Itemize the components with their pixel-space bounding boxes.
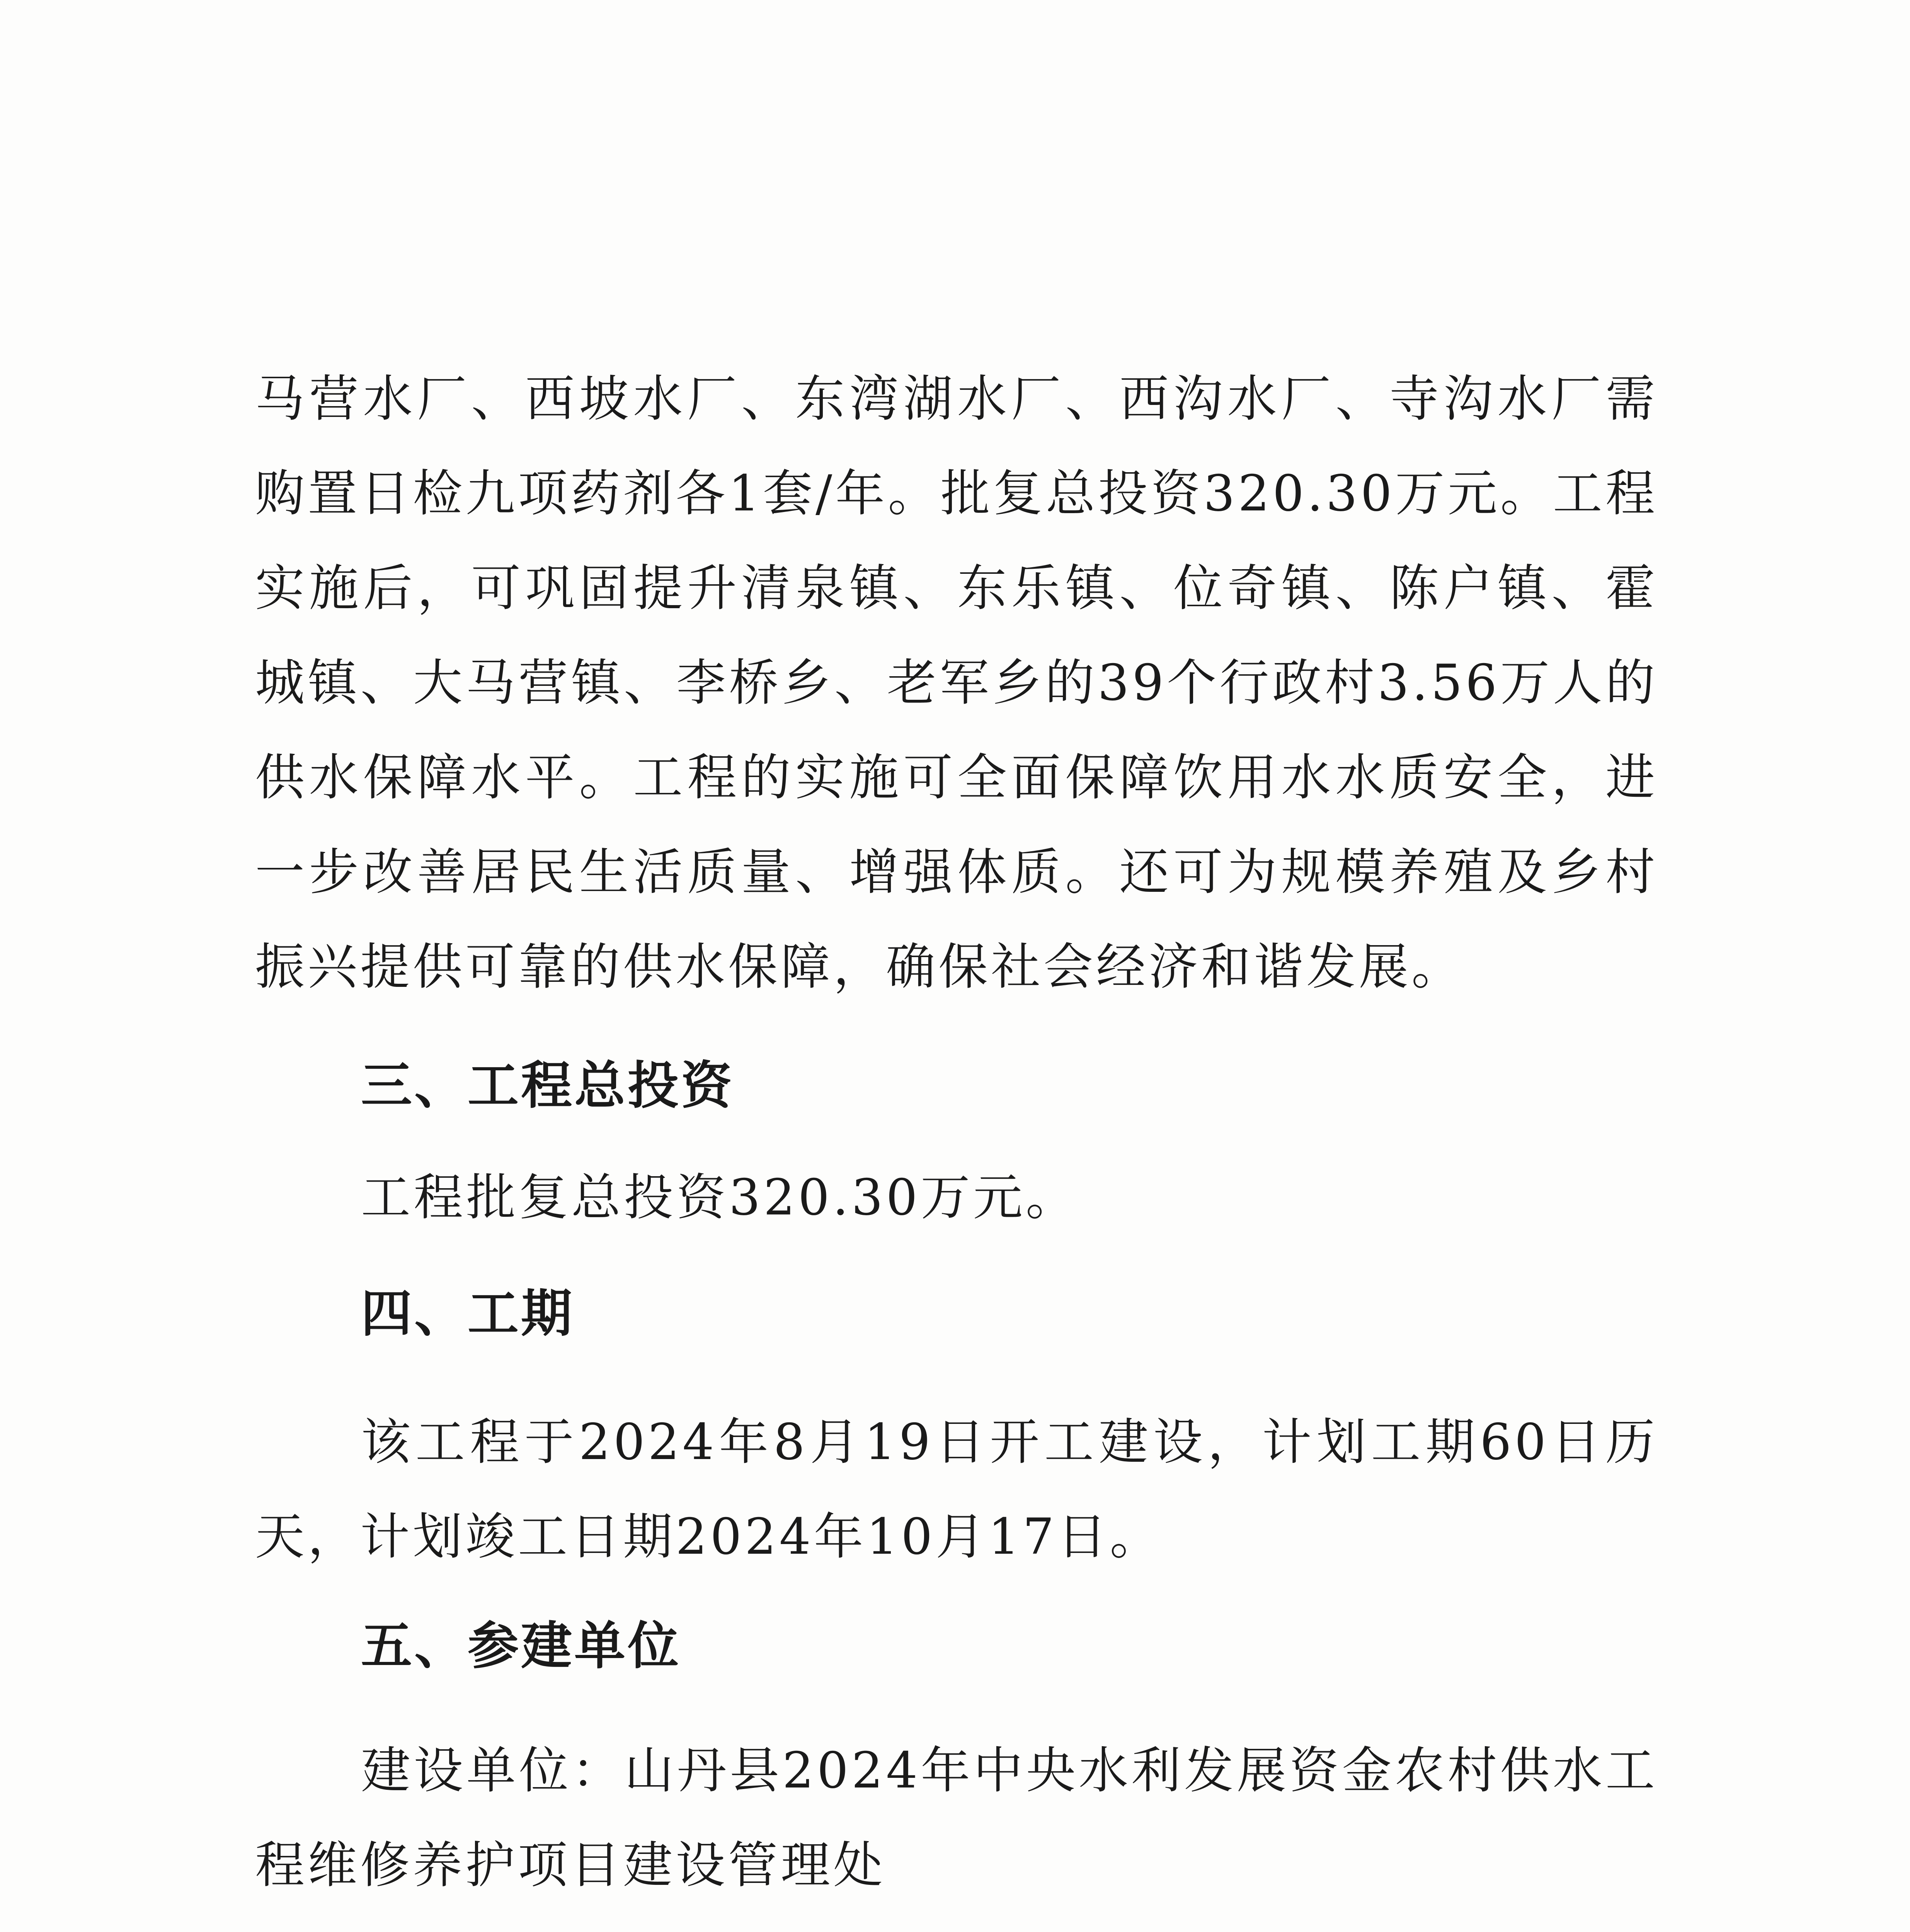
section-3-heading: 三、工程总投资 xyxy=(361,1056,734,1116)
construction-unit: 建设单位：山丹县2024年中央水利发展资金农村供水工程维修养护项目建设管理处 xyxy=(255,1742,1658,1894)
section-4-body: 该工程于2024年8月19日开工建设，计划工期60日历天，计划竣工日期2024年10月17日。 xyxy=(255,1413,1658,1566)
section-5-heading: 五、参建单位 xyxy=(361,1616,681,1676)
intro-paragraph: 马营水厂、西坡水厂、东湾湖水厂、西沟水厂、寺沟水厂需购置日检九项药剂各1套/年。批复总投资320.30万元。工程实施后，可巩固提升清泉镇、东乐镇、位奇镇、陈户镇、霍城镇、大马营镇、李桥乡、老军乡的39个行政村3.56万人的供水保障水平。工程的实施可全面保障饮用水水质安全，进一步改善居民生活质量、增强体质。还可为规模养殖及乡村振兴提供可靠的供水保障，确保社会经济和谐发展。 xyxy=(255,370,1658,996)
section-4-heading: 四、工期 xyxy=(361,1284,574,1344)
section-3-body: 工程批复总投资320.30万元。 xyxy=(361,1169,1078,1226)
